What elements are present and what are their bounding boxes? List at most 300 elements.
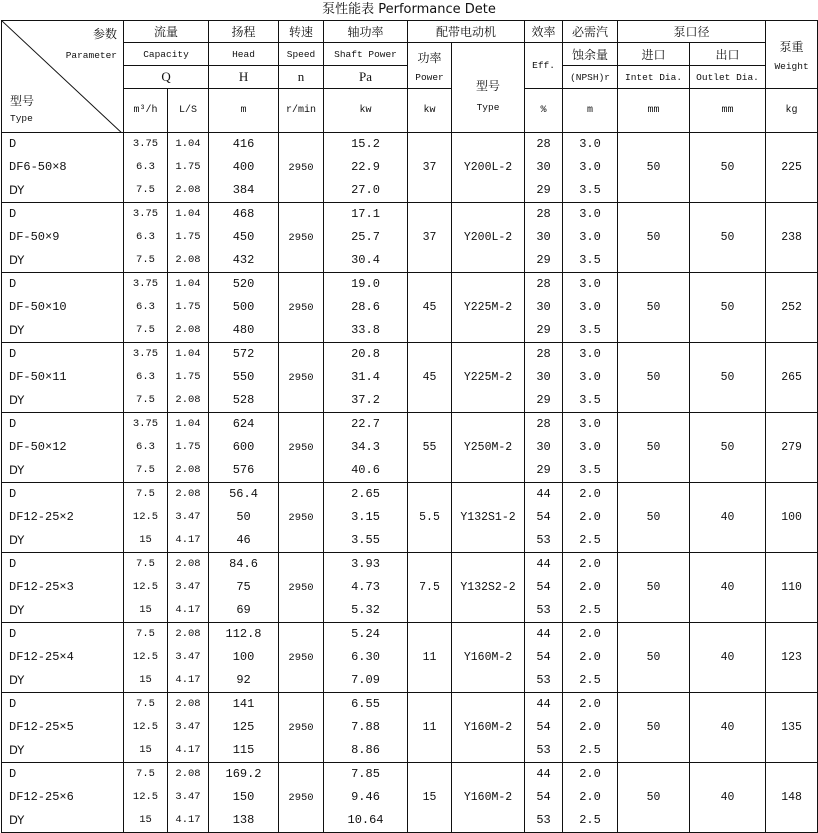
inlet-header-zh: 进口 xyxy=(618,43,690,66)
efficiency-value: 44 xyxy=(536,697,551,711)
pump-model-cell xyxy=(2,273,124,343)
motor-type-value: Y200L-2 xyxy=(452,203,525,273)
capacity-m3h-value: 3.75 xyxy=(132,418,159,430)
capacity-m3h-value: 6.3 xyxy=(136,231,155,243)
pump-model-variant: DY xyxy=(9,813,25,827)
head-value-cell xyxy=(209,133,279,203)
capacity-ls-value-cell xyxy=(168,553,209,623)
shaft-power-value: 22.9 xyxy=(351,160,380,174)
motor-type-value: Y160M-2 xyxy=(452,623,525,693)
npsh-value: 2.0 xyxy=(579,487,601,501)
motor-power-value: 15 xyxy=(408,763,452,833)
efficiency-value: 44 xyxy=(536,557,551,571)
efficiency-value-cell xyxy=(525,763,563,833)
capacity-m3h-value: 3.75 xyxy=(132,138,159,150)
npsh-header-zh-1: 必需汽 xyxy=(563,21,618,43)
capacity-ls-value-cell xyxy=(168,693,209,763)
npsh-value-cell xyxy=(563,133,618,203)
head-value: 432 xyxy=(232,253,255,267)
head-value-cell xyxy=(209,553,279,623)
power-header-zh: 功率 xyxy=(417,50,442,65)
motor-power-value: 7.5 xyxy=(408,553,452,623)
capacity-ls-value: 1.04 xyxy=(175,418,201,430)
units-row xyxy=(2,89,818,133)
capacity-ls-value: 1.04 xyxy=(175,278,201,290)
capacity-ls-value: 2.08 xyxy=(175,254,201,266)
npsh-value: 2.0 xyxy=(579,790,601,804)
shaft-power-header-en: Shaft Power xyxy=(324,43,408,66)
diagonal-header-cell xyxy=(2,21,124,133)
pump-model-cell xyxy=(2,763,124,833)
efficiency-value-cell xyxy=(525,553,563,623)
pump-model-cell xyxy=(2,413,124,483)
pump-model-series: D xyxy=(9,697,17,711)
capacity-m3h-value: 6.3 xyxy=(136,441,155,453)
table-row xyxy=(2,273,818,343)
motor-type-header xyxy=(452,43,525,133)
shaft-power-value: 27.0 xyxy=(351,183,380,197)
capacity-m3h-value-cell xyxy=(124,483,168,553)
capacity-m3h-value: 15 xyxy=(139,744,152,756)
weight-header xyxy=(766,21,818,89)
outlet-diameter-value: 40 xyxy=(690,693,766,763)
head-value: 50 xyxy=(236,510,251,524)
table-row xyxy=(2,413,818,483)
head-value: 75 xyxy=(236,580,251,594)
unit-power: kw xyxy=(408,89,452,133)
table-row xyxy=(2,623,818,693)
head-value: 125 xyxy=(232,720,255,734)
npsh-value-cell xyxy=(563,343,618,413)
motor-type-value: Y225M-2 xyxy=(452,273,525,343)
weight-value: 265 xyxy=(766,343,818,413)
capacity-m3h-value: 3.75 xyxy=(132,278,159,290)
shaft-power-value: 31.4 xyxy=(351,370,380,384)
shaft-power-value-cell xyxy=(324,693,408,763)
pump-model-variant: DY xyxy=(9,533,25,547)
head-value: 576 xyxy=(232,463,255,477)
capacity-m3h-value-cell xyxy=(124,273,168,343)
head-value: 69 xyxy=(236,603,251,617)
capacity-ls-value-cell xyxy=(168,133,209,203)
power-header-en: Power xyxy=(415,71,444,83)
capacity-m3h-value: 7.5 xyxy=(136,628,155,640)
speed-value: 2950 xyxy=(279,133,324,203)
motor-type-value: Y200L-2 xyxy=(452,133,525,203)
head-value: 100 xyxy=(232,650,255,664)
efficiency-value: 29 xyxy=(536,183,551,197)
capacity-ls-value: 1.75 xyxy=(175,161,201,173)
capacity-ls-value-cell xyxy=(168,623,209,693)
inlet-diameter-value: 50 xyxy=(618,273,690,343)
unit-q1: m³/h xyxy=(124,89,168,133)
capacity-m3h-value-cell xyxy=(124,623,168,693)
shaft-power-value: 6.55 xyxy=(351,697,380,711)
shaft-power-value: 9.46 xyxy=(351,790,380,804)
table-row xyxy=(2,553,818,623)
speed-value: 2950 xyxy=(279,413,324,483)
efficiency-value: 54 xyxy=(536,580,551,594)
weight-value: 279 xyxy=(766,413,818,483)
efficiency-value-cell xyxy=(525,693,563,763)
npsh-value: 3.0 xyxy=(579,417,601,431)
npsh-value: 3.0 xyxy=(579,137,601,151)
shaft-power-value: 17.1 xyxy=(351,207,380,221)
capacity-ls-value-cell xyxy=(168,273,209,343)
efficiency-value: 28 xyxy=(536,207,551,221)
efficiency-value: 53 xyxy=(536,743,551,757)
efficiency-value: 30 xyxy=(536,230,551,244)
shaft-power-value: 7.85 xyxy=(351,767,380,781)
npsh-value-cell xyxy=(563,763,618,833)
motor-type-value: Y132S1-2 xyxy=(452,483,525,553)
shaft-power-value: 5.24 xyxy=(351,627,380,641)
efficiency-value-cell xyxy=(525,273,563,343)
head-value-cell xyxy=(209,203,279,273)
efficiency-value: 28 xyxy=(536,347,551,361)
motor-type-value: Y160M-2 xyxy=(452,763,525,833)
outlet-header-en: Outlet Dia. xyxy=(690,66,766,89)
capacity-ls-value: 4.17 xyxy=(175,814,201,826)
efficiency-value: 29 xyxy=(536,393,551,407)
head-value: 480 xyxy=(232,323,255,337)
shaft-power-value: 34.3 xyxy=(351,440,380,454)
efficiency-value: 53 xyxy=(536,673,551,687)
npsh-value: 3.0 xyxy=(579,207,601,221)
shaft-power-value-cell xyxy=(324,273,408,343)
capacity-m3h-value-cell xyxy=(124,693,168,763)
npsh-value-cell xyxy=(563,693,618,763)
pump-model-cell xyxy=(2,553,124,623)
pump-model-name: DF-50×10 xyxy=(9,300,67,314)
head-value: 468 xyxy=(232,207,255,221)
power-header xyxy=(408,43,452,89)
capacity-m3h-value: 3.75 xyxy=(132,348,159,360)
outlet-header-zh: 出口 xyxy=(690,43,766,66)
capacity-m3h-value-cell xyxy=(124,553,168,623)
shaft-power-value-cell xyxy=(324,203,408,273)
efficiency-value-cell xyxy=(525,343,563,413)
unit-weight: kg xyxy=(766,89,818,133)
capacity-ls-value: 3.47 xyxy=(175,721,201,733)
pump-model-name: DF12-25×3 xyxy=(9,580,74,594)
npsh-value: 3.0 xyxy=(579,300,601,314)
efficiency-value: 54 xyxy=(536,720,551,734)
unit-q2: L/S xyxy=(168,89,209,133)
head-value: 400 xyxy=(232,160,255,174)
table-row xyxy=(2,133,818,203)
capacity-ls-value: 2.08 xyxy=(175,558,201,570)
npsh-value-cell xyxy=(563,273,618,343)
table-row xyxy=(2,483,818,553)
efficiency-value: 30 xyxy=(536,440,551,454)
pump-model-variant: DY xyxy=(9,463,25,477)
capacity-ls-value: 3.47 xyxy=(175,651,201,663)
npsh-value: 2.5 xyxy=(579,533,601,547)
pump-model-series: D xyxy=(9,767,17,781)
speed-value: 2950 xyxy=(279,623,324,693)
head-value: 169.2 xyxy=(225,767,262,781)
header-row-2 xyxy=(2,43,818,66)
capacity-ls-value: 4.17 xyxy=(175,744,201,756)
outlet-diameter-value: 50 xyxy=(690,203,766,273)
head-value: 416 xyxy=(232,137,255,151)
shaft-power-value: 40.6 xyxy=(351,463,380,477)
head-value: 550 xyxy=(232,370,255,384)
capacity-ls-value: 1.75 xyxy=(175,301,201,313)
pump-model-variant: DY xyxy=(9,673,25,687)
npsh-header-en: (NPSH)r xyxy=(563,66,618,89)
capacity-m3h-value-cell xyxy=(124,763,168,833)
pump-model-variant: DY xyxy=(9,393,25,407)
head-value-cell xyxy=(209,483,279,553)
capacity-m3h-value: 7.5 xyxy=(136,488,155,500)
head-symbol: H xyxy=(209,66,279,89)
capacity-ls-value: 4.17 xyxy=(175,674,201,686)
outlet-diameter-value: 50 xyxy=(690,413,766,483)
capacity-m3h-value-cell xyxy=(124,133,168,203)
weight-value: 135 xyxy=(766,693,818,763)
motor-type-header-en: Type xyxy=(476,101,500,113)
head-value-cell xyxy=(209,343,279,413)
head-value-cell xyxy=(209,763,279,833)
motor-type-value: Y225M-2 xyxy=(452,343,525,413)
capacity-header-zh: 流量 xyxy=(124,21,209,43)
efficiency-value-cell xyxy=(525,133,563,203)
motor-power-value: 37 xyxy=(408,133,452,203)
head-value: 56.4 xyxy=(229,487,258,501)
head-value: 84.6 xyxy=(229,557,258,571)
capacity-ls-value: 3.47 xyxy=(175,791,201,803)
efficiency-value: 29 xyxy=(536,323,551,337)
type-label-en: Type xyxy=(10,113,33,124)
weight-header-zh: 泵重 xyxy=(779,39,804,54)
unit-inlet: mm xyxy=(618,89,690,133)
header-row-1 xyxy=(2,21,818,43)
shaft-power-value: 19.0 xyxy=(351,277,380,291)
efficiency-value: 54 xyxy=(536,510,551,524)
capacity-ls-value: 3.47 xyxy=(175,581,201,593)
shaft-power-value-cell xyxy=(324,343,408,413)
diameter-header-zh: 泵口径 xyxy=(618,21,766,43)
head-value: 138 xyxy=(232,813,255,827)
capacity-m3h-value-cell xyxy=(124,203,168,273)
shaft-power-value-cell xyxy=(324,623,408,693)
capacity-ls-value-cell xyxy=(168,343,209,413)
capacity-m3h-value: 3.75 xyxy=(132,208,159,220)
shaft-power-value: 28.6 xyxy=(351,300,380,314)
shaft-power-value: 4.73 xyxy=(351,580,380,594)
pump-model-name: DF-50×9 xyxy=(9,230,60,244)
pump-model-name: DF12-25×5 xyxy=(9,720,74,734)
outlet-diameter-value: 40 xyxy=(690,763,766,833)
capacity-ls-value: 1.04 xyxy=(175,208,201,220)
capacity-m3h-value: 12.5 xyxy=(132,651,159,663)
npsh-value: 2.0 xyxy=(579,510,601,524)
npsh-value: 2.0 xyxy=(579,767,601,781)
shaft-power-value: 3.55 xyxy=(351,533,380,547)
pump-model-cell xyxy=(2,133,124,203)
motor-type-value: Y132S2-2 xyxy=(452,553,525,623)
efficiency-value: 28 xyxy=(536,277,551,291)
capacity-m3h-value: 15 xyxy=(139,674,152,686)
capacity-m3h-value: 7.5 xyxy=(136,558,155,570)
capacity-ls-value: 1.04 xyxy=(175,348,201,360)
head-value: 624 xyxy=(232,417,255,431)
speed-symbol: n xyxy=(279,66,324,89)
npsh-value: 2.0 xyxy=(579,627,601,641)
npsh-value: 2.5 xyxy=(579,603,601,617)
pump-model-series: D xyxy=(9,207,17,221)
shaft-power-value: 8.86 xyxy=(351,743,380,757)
shaft-power-value: 37.2 xyxy=(351,393,380,407)
inlet-diameter-value: 50 xyxy=(618,763,690,833)
table-row xyxy=(2,763,818,833)
efficiency-value-cell xyxy=(525,623,563,693)
capacity-ls-value: 2.08 xyxy=(175,628,201,640)
npsh-value: 3.5 xyxy=(579,393,601,407)
unit-head: m xyxy=(209,89,279,133)
speed-value: 2950 xyxy=(279,483,324,553)
pump-model-name: DF-50×11 xyxy=(9,370,67,384)
shaft-power-value: 22.7 xyxy=(351,417,380,431)
npsh-value: 2.0 xyxy=(579,580,601,594)
capacity-ls-value: 2.08 xyxy=(175,768,201,780)
page-title: 泵性能表 Performance Dete xyxy=(322,2,496,17)
capacity-m3h-value: 12.5 xyxy=(132,581,159,593)
capacity-ls-value: 1.75 xyxy=(175,441,201,453)
head-value: 500 xyxy=(232,300,255,314)
npsh-value: 3.5 xyxy=(579,183,601,197)
efficiency-value: 53 xyxy=(536,813,551,827)
capacity-m3h-value: 12.5 xyxy=(132,791,159,803)
unit-shaft-power: kw xyxy=(324,89,408,133)
efficiency-value-cell xyxy=(525,413,563,483)
capacity-m3h-value: 7.5 xyxy=(136,254,155,266)
speed-value: 2950 xyxy=(279,343,324,413)
capacity-ls-value: 1.04 xyxy=(175,138,201,150)
weight-value: 123 xyxy=(766,623,818,693)
speed-value: 2950 xyxy=(279,763,324,833)
capacity-ls-value: 4.17 xyxy=(175,534,201,546)
weight-value: 100 xyxy=(766,483,818,553)
shaft-power-header-zh: 轴功率 xyxy=(324,21,408,43)
unit-npsh: m xyxy=(563,89,618,133)
capacity-m3h-value: 12.5 xyxy=(132,511,159,523)
head-value-cell xyxy=(209,273,279,343)
efficiency-value: 44 xyxy=(536,627,551,641)
npsh-header-zh-2: 蚀余量 xyxy=(563,43,618,66)
capacity-ls-value: 2.08 xyxy=(175,394,201,406)
inlet-diameter-value: 50 xyxy=(618,133,690,203)
npsh-value: 3.0 xyxy=(579,370,601,384)
pump-model-series: D xyxy=(9,627,17,641)
shaft-power-value: 20.8 xyxy=(351,347,380,361)
weight-value: 238 xyxy=(766,203,818,273)
head-value-cell xyxy=(209,623,279,693)
pump-model-variant: DY xyxy=(9,323,25,337)
efficiency-header-zh: 效率 xyxy=(525,21,563,43)
pump-model-variant: DY xyxy=(9,603,25,617)
head-value: 520 xyxy=(232,277,255,291)
shaft-power-value-cell xyxy=(324,413,408,483)
efficiency-value: 54 xyxy=(536,790,551,804)
capacity-ls-value: 1.75 xyxy=(175,231,201,243)
weight-value: 110 xyxy=(766,553,818,623)
pump-model-cell xyxy=(2,483,124,553)
head-value-cell xyxy=(209,413,279,483)
motor-header-zh: 配带电动机 xyxy=(408,21,525,43)
pump-model-name: DF-50×12 xyxy=(9,440,67,454)
capacity-m3h-value: 12.5 xyxy=(132,721,159,733)
npsh-value: 3.0 xyxy=(579,230,601,244)
motor-power-value: 11 xyxy=(408,693,452,763)
capacity-m3h-value: 7.5 xyxy=(136,464,155,476)
capacity-ls-value-cell xyxy=(168,203,209,273)
head-value: 150 xyxy=(232,790,255,804)
pump-model-series: D xyxy=(9,347,17,361)
npsh-value-cell xyxy=(563,623,618,693)
capacity-m3h-value: 6.3 xyxy=(136,161,155,173)
efficiency-value: 44 xyxy=(536,487,551,501)
shaft-power-value-cell xyxy=(324,483,408,553)
npsh-value-cell xyxy=(563,413,618,483)
table-row xyxy=(2,343,818,413)
shaft-power-symbol: Pa xyxy=(324,66,408,89)
capacity-ls-value: 2.08 xyxy=(175,488,201,500)
capacity-ls-value-cell xyxy=(168,483,209,553)
npsh-value: 3.0 xyxy=(579,347,601,361)
capacity-m3h-value: 6.3 xyxy=(136,301,155,313)
unit-outlet: mm xyxy=(690,89,766,133)
capacity-m3h-value: 7.5 xyxy=(136,768,155,780)
npsh-value-cell xyxy=(563,203,618,273)
shaft-power-value: 5.32 xyxy=(351,603,380,617)
pump-model-cell xyxy=(2,343,124,413)
shaft-power-value: 7.88 xyxy=(351,720,380,734)
speed-value: 2950 xyxy=(279,693,324,763)
speed-header-en: Speed xyxy=(279,43,324,66)
head-header-en: Head xyxy=(209,43,279,66)
pump-model-name: DF12-25×6 xyxy=(9,790,74,804)
inlet-diameter-value: 50 xyxy=(618,203,690,273)
capacity-symbol: Q xyxy=(124,66,209,89)
shaft-power-value: 33.8 xyxy=(351,323,380,337)
capacity-m3h-value: 7.5 xyxy=(136,184,155,196)
efficiency-value-cell xyxy=(525,203,563,273)
head-value: 92 xyxy=(236,673,251,687)
outlet-diameter-value: 40 xyxy=(690,553,766,623)
motor-power-value: 5.5 xyxy=(408,483,452,553)
pump-model-series: D xyxy=(9,417,17,431)
capacity-ls-value: 1.75 xyxy=(175,371,201,383)
parameter-label-en: Parameter xyxy=(65,50,117,61)
npsh-value: 2.5 xyxy=(579,743,601,757)
npsh-value: 2.0 xyxy=(579,650,601,664)
capacity-m3h-value: 7.5 xyxy=(136,698,155,710)
head-value: 572 xyxy=(232,347,255,361)
outlet-diameter-value: 40 xyxy=(690,623,766,693)
parameter-label-zh: 参数 xyxy=(92,27,117,41)
shaft-power-value: 3.93 xyxy=(351,557,380,571)
efficiency-value: 29 xyxy=(536,253,551,267)
npsh-value: 3.0 xyxy=(579,277,601,291)
pump-model-series: D xyxy=(9,277,17,291)
pump-model-variant: DY xyxy=(9,743,25,757)
head-value: 141 xyxy=(232,697,255,711)
capacity-ls-value: 3.47 xyxy=(175,511,201,523)
outlet-diameter-value: 50 xyxy=(690,133,766,203)
